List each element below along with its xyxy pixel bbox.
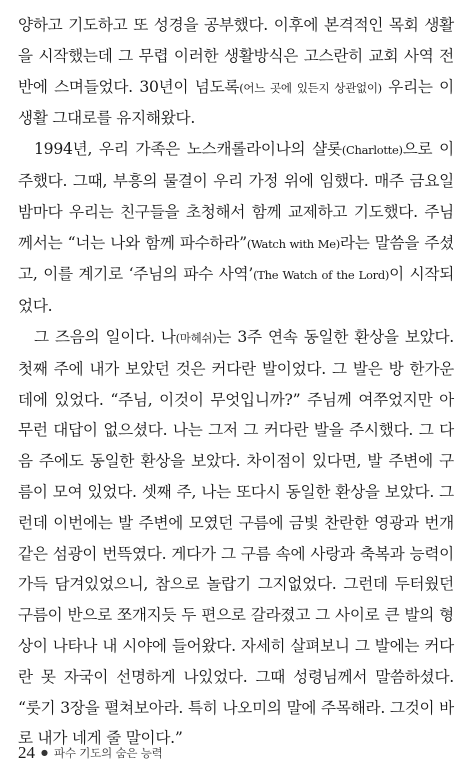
text-segment: 이 시작되었다. bbox=[18, 265, 455, 316]
text-segment: 라는 말씀을 주셨고, 이를 계기로 ‘주님의 파수 사역’ bbox=[18, 233, 455, 284]
paragraph-1 bbox=[18, 10, 454, 134]
paragraph-2 bbox=[18, 134, 454, 322]
bullet-icon: ● bbox=[41, 748, 48, 757]
inline-note: (어느 곳에 있든지 상관없이) bbox=[239, 80, 382, 95]
body-text bbox=[18, 10, 454, 754]
page-footer bbox=[18, 740, 163, 766]
inline-note: (The Watch of the Lord) bbox=[253, 268, 390, 283]
running-title: 파수 기도의 숨은 능력 bbox=[53, 746, 163, 760]
inline-note: (마헤쉬) bbox=[175, 330, 217, 345]
text-segment: 양하고 기도하고 또 성경을 공부했다. 이후에 본격적인 목회 생활을 시작했는데 그 무렵 이러한 생활방식은 고스란히 교회 사역 전반에 스며들었다. 30년이 넘도록 bbox=[18, 16, 454, 96]
paragraph-3 bbox=[18, 322, 454, 754]
text-segment: 으로 이주했다. 그때, 부흥의 물결이 우리 가정 위에 임했다. 매주 금요일 밤마다 우리는 친구들을 초청해서 함께 교제하고 기도했다. 주님께서는 “너는 나와 함께 파수하라” bbox=[18, 140, 454, 252]
inline-note: (Watch with Me) bbox=[246, 236, 340, 251]
text-segment: 우리는 이 생활 그대로를 유지해왔다. bbox=[18, 77, 454, 128]
text-segment: 1994년, 우리 가족은 노스캐롤라이나의 샬롯 bbox=[34, 140, 342, 159]
page-number: 24 bbox=[18, 743, 35, 762]
inline-note: (Charlotte) bbox=[341, 143, 403, 158]
text-segment: 는 3주 연속 동일한 환상을 보았다. 첫째 주에 내가 보았던 것은 커다란 발이었다. 그 발은 방 한가운데에 있었다. “주님, 이것이 무엇입니까?” 주님께 여쭈었지만 아무런 대답이 없으셨다. 나는 그저 그 커다란 발을 주시했다. 그 다음 주에도 동일한 환상을 보았다. 차이점이 있다면, 발 주변에 구름이 모여 있었다. 셋째 주, 나는 또다시 동일한 환상을 보았다. 그런데 이번에는 발 주변에 모였던 구름에 금빛 찬란한 영광과 번개 같은 섬광이 번뜩였다. 게다가 그 구름 속에 사랑과 축복과 능력이 가득 담겨있었으니, 참으로 놀랍기 그지없었다. 그런데 두터웠던 구름이 반으로 쪼개지듯 두 편으로 갈라졌고 그 사이로 큰 발의 형상이 나타나 내 시야에 들어왔다. 자세히 살펴보니 그 발에는 커다란 못 자국이 선명하게 나있었다. 그때 성령님께서 말씀하셨다. “룻기 3장을 펼쳐보아라. 특히 나오미의 말에 주목해라. 그것이 바로 내가 네게 줄 말이다.” bbox=[18, 327, 454, 748]
text-segment: 그 즈음의 일이다. 나 bbox=[34, 327, 176, 346]
